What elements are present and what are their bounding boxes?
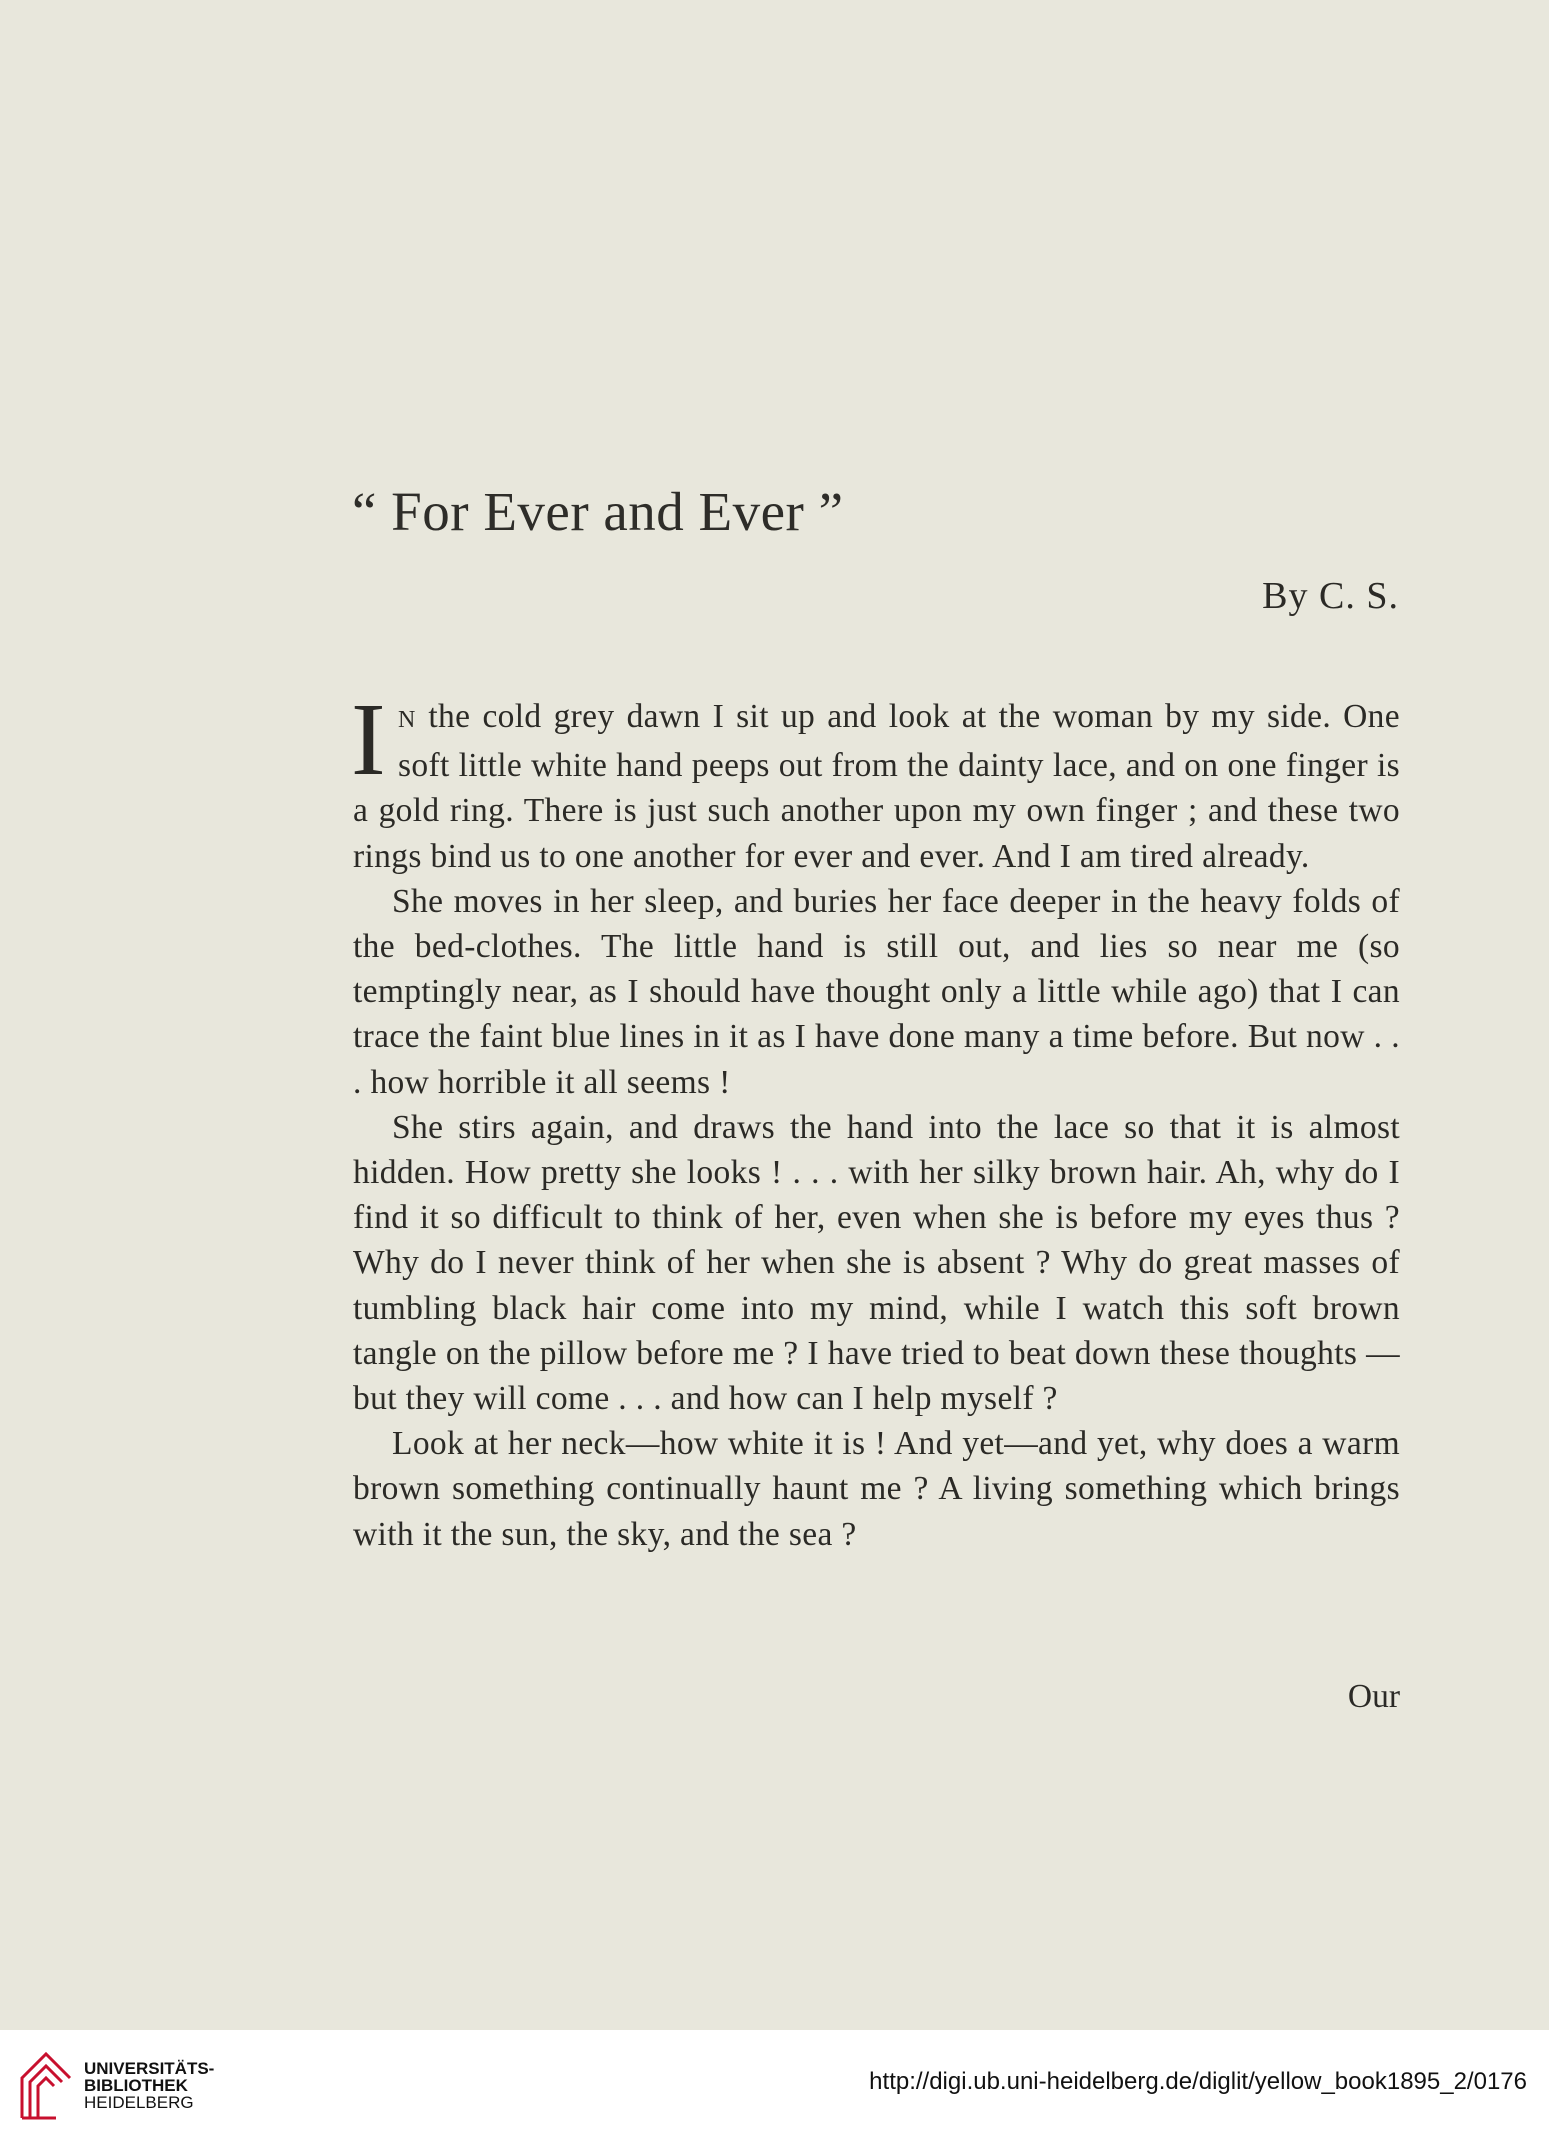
paragraph-4: Look at her neck—how white it is ! And yet—and yet, why does a warm brown something continually haunt me ? A living something which brings with it the sun, the sky, and the sea ? xyxy=(353,1425,1400,1553)
library-name-line-2: BIBLIOTHEK xyxy=(84,2076,188,2095)
library-name-line-3: HEIDELBERG xyxy=(84,2093,194,2112)
paragraph-3: She stirs again, and draws the hand into the lace so that it is almost hidden. How pretty she looks ! . . . with her silky brown hair. Ah, why do I find it so difficult to think of her, even when she is before my eyes thus ? Why do I never think of her when she is absent ? Why do great masses of tumbling black hair come into my mind, while I watch this soft brown tangle on the pillow before me ? I have tried to beat down these thoughts —but they will come . . . and how can I help myself ? xyxy=(353,1108,1400,1418)
article-byline: By C. S. xyxy=(1262,575,1399,617)
first-word-small-caps: N xyxy=(397,707,417,733)
library-logo-icon xyxy=(16,2044,76,2124)
paragraph-2: She moves in her sleep, and buries her face deeper in the heavy folds of the bed-clothes. The little hand is still out, and lies so near me (so temptingly near, as I should have thought only a little while ago) that I can trace the faint blue lines in it as I have done many a time before. But now . . . how horrible it all seems ! xyxy=(353,882,1400,1101)
article-body xyxy=(351,682,1400,1557)
source-url-link[interactable]: http://digi.ub.uni-heidelberg.de/diglit/yellow_book1895_2/0176 xyxy=(869,2068,1527,2095)
catchword: Our xyxy=(1347,1678,1400,1715)
digitization-footer xyxy=(0,2030,1549,2145)
library-name xyxy=(84,2060,214,2111)
paragraph-1-text: the cold grey dawn I sit up and look at the woman by my side. One soft little white hand peeps out from the dainty lace, and on one finger is a gold ring. There is just such another upon my own finger ; and these two rings bind us to one another for ever and ever. And I am tired already. xyxy=(353,698,1400,875)
library-name-line-1: UNIVERSITÄTS- xyxy=(84,2059,215,2078)
drop-cap: I xyxy=(351,682,386,797)
article-title: “ For Ever and Ever ” xyxy=(352,481,844,542)
paragraph-1 xyxy=(351,682,1400,879)
